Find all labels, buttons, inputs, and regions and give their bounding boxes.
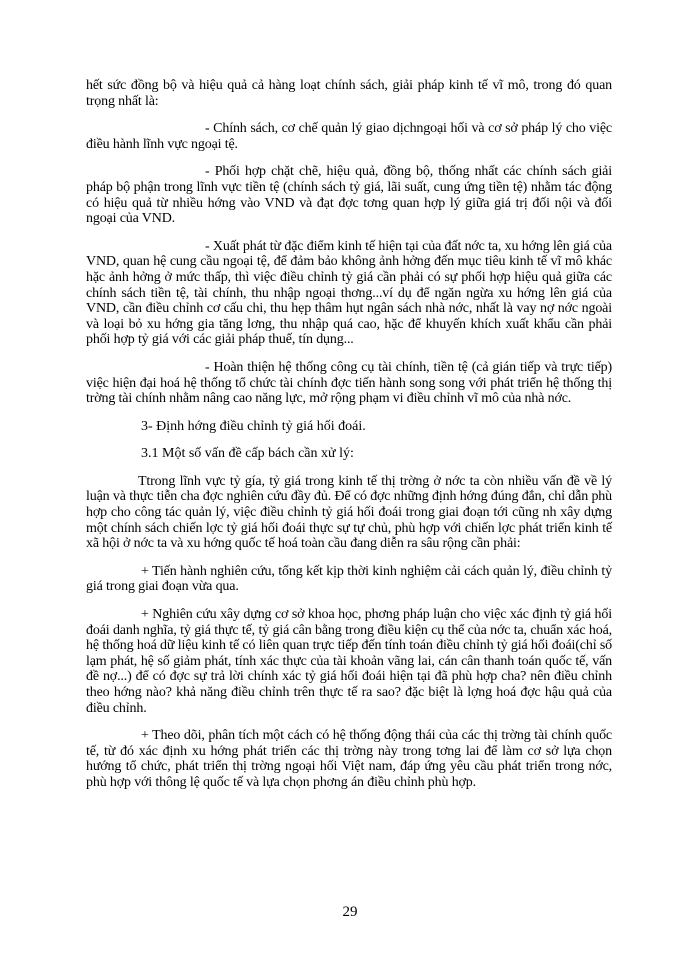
paragraph-bullet-financial-tools: - Hoàn thiện hệ thống công cụ tài chính, tiền tệ (cả gián tiếp và trực tiếp) việc hiện đại hoá hệ thống tổ chức tài chính đợc tiến hành song song với phát triển hệ thống thị trờng tài chính nhằm nâng cao năng lực, mở rộng phạm vi điều chỉnh vĩ mô của nhà nớc. (86, 359, 612, 407)
paragraph-bullet-economic-features: - Xuất phát từ đặc điểm kinh tế hiện tại của đất nớc ta, xu hớng lên giá của VND, quan hệ cung cầu ngoại tệ, để đảm bảo không ảnh hởng đến mục tiêu kinh tế vĩ mô khác hặc ảnh hởng ở mức thấp, thì việc điều chỉnh tỷ giá cần phải có sự phối hợp hiệu quả giữa các chính sách tiền tệ, tài chính, thu nhập ngoại thơng...ví dụ để ngăn ngừa xu hớng lên giá của VND, cần điều chỉnh cơ cấu chi, thu hẹp thâm hụt ngân sách nhà nớc, nhất là vay nợ nớc ngoài và loại bỏ xu hớng gia tăng lơng, thu nhập quá cao, hặc để khuyến khích xuất khẩu cần phải phối hợp tỷ giá với các giải pháp thuế, tín dụng... (86, 238, 612, 348)
section-heading-orientation: 3- Định hớng điều chỉnh tỷ giá hối đoái. (141, 418, 366, 434)
document-page (86, 78, 612, 803)
paragraph-plus-scientific-basis: + Nghiên cứu xây dựng cơ sở khoa học, phơng pháp luận cho việc xác định tỷ giá hối đoái danh nghĩa, tỷ giá thực tế, tỷ giá cân bằng trong điều kiện cụ thể của nớc ta, chuẩn xác hoá, hệ thống hoá dữ liệu kinh tế có liên quan trực tiếp đến tính toán điều chỉnh tỷ giá hối đoái(chỉ số lạm phát, hệ số giảm phát, tính xác thực của tài khoản vãng lai, cán cân thanh toán quốc tế, vấn đề nợ...) để có đợc sự trả lời chính xác tỷ giá hối đoái hiện tại đã phù hợp cha? nên điều chỉnh theo hớng nào? khả năng điều chỉnh trên thực tế ra sao? đặc biệt là lợng hoá đợc hậu quả của điều chỉnh. (86, 607, 612, 716)
paragraph-bullet-policy: - Chính sách, cơ chế quản lý giao dịchngoại hối và cơ sở pháp lý cho việc điều hành lĩnh vực ngoại tệ. (86, 121, 612, 152)
paragraph-bullet-coordination: - Phối hợp chặt chẽ, hiệu quả, đồng bộ, thống nhất các chính sách giải pháp bộ phận trong lĩnh vực tiền tệ (chính sách tỷ giá, lãi suất, cung ứng tiền tệ) nhằm tác động có hiệu quả từ nhiều hớng vào VND và đạt đợc tơng quan hợp lý giữa giá trị đối nội và đối ngoại của VND. (86, 164, 612, 227)
subsection-heading-urgent-issues: 3.1 Một số vấn đề cấp bách cần xử lý: (141, 446, 354, 462)
paragraph-plus-monitoring: + Theo dõi, phân tích một cách có hệ thống động thái của các thị trờng tài chính quốc tế, từ đó xác định xu hớng phát triển các thị trờng này trong tơng lai để làm cơ sở lựa chọn hướng tổ chức, phát triển thị trờng ngoại hối Việt nam, đáp ứng yêu cầu phát triển trong nớc, phù hợp với thông lệ quốc tế và lựa chọn phơng án điều chỉnh phù hợp. (86, 728, 612, 790)
paragraph-exchange-rate-field: Ttrong lĩnh vực tỷ gía, tỷ giá trong kinh tế thị trờng ở nớc ta còn nhiều vấn đề về lý luận và thực tiễn cha đợc nghiên cứu đầy đủ. Để có đợc những định hớng đúng đắn, chỉ dẫn phù hợp cho công tác quản lý, việc điều chỉnh tỷ giá hối đoái trong giai đoạn tới cũng nh xây dựng một chính sách chiến lợc tỷ giá hối đoái thực sự tự chủ, phù hợp với chiến lợc phát triển kinh tế xã hội ở nớc ta và xu hớng quốc tế hoá toàn cầu đang diễn ra sâu rộng cần phải: (86, 473, 612, 552)
paragraph-intro: hết sức đồng bộ và hiệu quả cả hàng loạt chính sách, giải pháp kinh tế vĩ mô, trong đó quan trọng nhất là: (86, 78, 612, 109)
paragraph-plus-research-summary: + Tiến hành nghiên cứu, tổng kết kịp thời kinh nghiệm cải cách quản lý, điều chỉnh tỷ giá trong giai đoạn vừa qua. (86, 563, 612, 595)
page-number: 29 (342, 904, 358, 920)
